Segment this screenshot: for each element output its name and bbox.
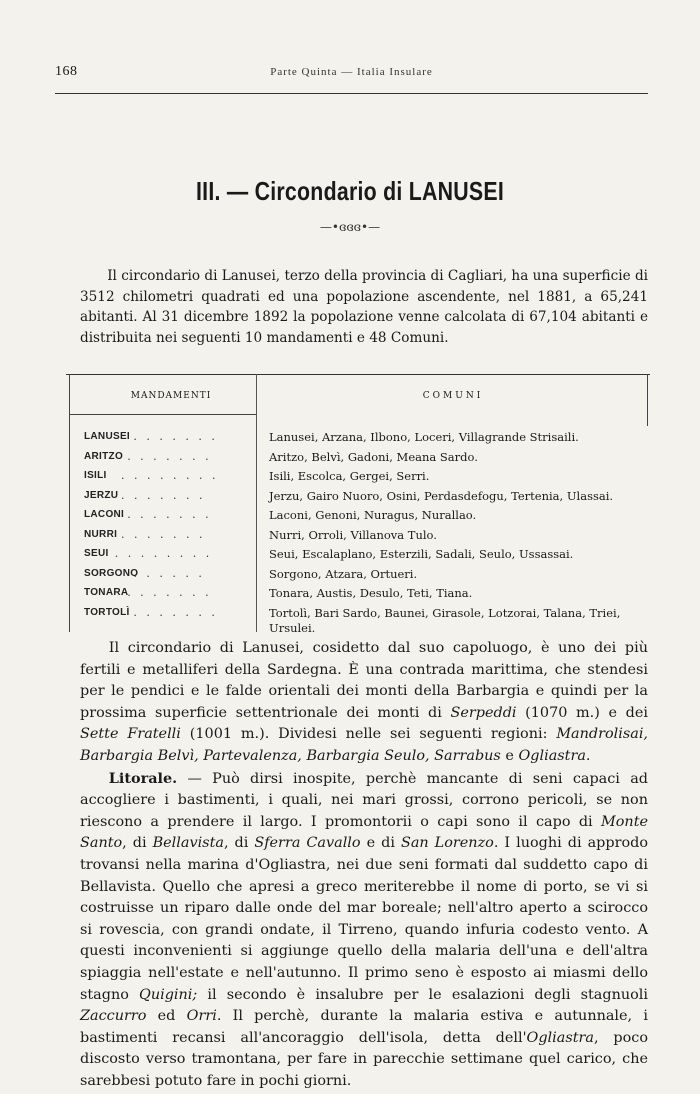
table-header-rule	[69, 414, 256, 415]
leader-dots: . . . . . . .	[127, 449, 212, 463]
comuni-list: Sorgono, Atzara, Ortueri.	[269, 566, 418, 581]
comuni-list: Isili, Escolca, Gergei, Serri.	[269, 469, 430, 483]
intro-paragraph: Il circondario di Lanusei, terzo della provincia di Cagliari, ha una superficie di 3512 chilometri quadrati ed una popolazione ascendente, nel 1881, a 65,241 abitanti. Al 31 dicembre 1892 la popolazione venne calcolata di 67,104 abitanti e distribuita nei seguenti 10 mandamenti e 48 Comuni.	[80, 268, 648, 346]
table-row	[66, 606, 650, 640]
header-comuni: COMUNI	[422, 391, 484, 401]
section-lead-litorale: Litorale.	[108, 769, 178, 787]
comuni-list: Lanusei, Arzana, Ilbono, Loceri, Villagrande Strisaili.	[269, 430, 579, 444]
mandamento-name: ARITZO	[84, 450, 124, 462]
leader-dots: . . . . . . .	[121, 527, 206, 541]
header-mandamenti: MANDAMENTI	[130, 391, 212, 401]
mandamento-name: LANUSEI	[84, 431, 130, 442]
leader-dots: . . . . . . .	[121, 488, 206, 502]
running-head: Parte Quinta — Italia Insulare	[270, 66, 433, 78]
leader-dots: . . . . . . .	[127, 508, 212, 521]
table-row	[66, 586, 650, 606]
comuni-list: Laconi, Genoni, Nuragus, Nurallao.	[269, 508, 477, 522]
comuni-list: Seui, Escalaplano, Esterzili, Sadali, Seulo, Ussassai.	[269, 547, 574, 561]
mandamento-name: TONARA	[84, 587, 129, 598]
mandamento-name: SEUI	[84, 548, 109, 559]
table-row	[66, 469, 650, 489]
mandamento-name: SORGONO	[84, 567, 139, 579]
leader-dots: . . . . . . .	[127, 586, 212, 599]
paragraph-litorale: Litorale. — Può dirsi inospite, perchè mancante di seni capaci ad accogliere i bastimenti, i quali, nei mari grossi, corrono pericoli, se non riescono a prendere il largo. I promontorii o capi sono il capo di Monte Santo, di Bellavista, di Sferra Cavallo e di San Lorenzo. I luoghi di approdo trovansi nella marina d'Ogliastra, nei due seni formati dal suddetto capo di Bellavista. Quello che apresi a greco meriterebbe il nome di porto, se vi si costruisse un riparo dalle onde del mar boreale; nell'altro aperto a scirocco si rovescia, con grandi ondate, il Tirreno, quando infuria codesto vento. A questi inconvenienti si aggiunge quello della malaria dell'una e dell'altra spiaggia nell'estate e nell'autunno. Il primo seno è esposto ai miasmi dello stagno Quigini; il secondo è insalubre per le esalazioni degli stagnuoli Zaccurro ed Orri. Il perchè, durante la malaria estiva e autunnale, i bastimenti recansi all'ancoraggio dell'isola, detta dell'Ogliastra, poco discosto verso tramontana, per fare in parecchie settimane quel carico, che sarebbesi potuto fare in pochi giorni.	[80, 769, 649, 1089]
table-row	[66, 450, 650, 470]
comuni-list: Tortolì, Bari Sardo, Baunei, Girasole, Lotzorai, Talana, Triei, Ursulei.	[269, 605, 621, 635]
chapter-title: III. — Circondario di LANUSEI	[195, 176, 505, 206]
page-header	[55, 62, 648, 86]
table-row	[66, 528, 650, 548]
mandamento-name: LACONI	[84, 509, 125, 520]
mandamento-name: JERZU	[84, 489, 119, 501]
table-rows	[66, 430, 650, 640]
table-top-rule	[66, 374, 650, 375]
leader-dots: . . . . . . .	[133, 605, 218, 619]
comuni-list: Nurri, Orroli, Villanova Tulo.	[269, 527, 437, 542]
header-rule	[55, 93, 648, 94]
comuni-list: Aritzo, Belvì, Gadoni, Meana Sardo.	[269, 449, 478, 464]
ornament-divider: —•ɞɞɞ•—	[319, 220, 381, 234]
comuni-list: Jerzu, Gairo Nuoro, Osini, Perdasdefogu, Tertenia, Ulassai.	[269, 488, 614, 503]
mandamento-name: NURRI	[84, 528, 118, 540]
leader-dots: . . . . . . . .	[114, 547, 213, 560]
leader-dots: . . . . . .	[133, 566, 205, 580]
body-text	[80, 638, 648, 1092]
mandamenti-table	[66, 370, 650, 635]
table-row	[66, 489, 650, 509]
leader-dots: . . . . . . . .	[121, 469, 219, 482]
comuni-list: Tonara, Austis, Desulo, Teti, Tiana.	[269, 586, 473, 600]
leader-dots: . . . . . . .	[133, 430, 218, 443]
table-row	[66, 430, 650, 450]
table-row	[66, 547, 650, 567]
table-row	[66, 567, 650, 587]
mandamento-name: TORTOLÌ	[84, 606, 130, 618]
paragraph-description: Il circondario di Lanusei, cosidetto dal suo capoluogo, è uno dei più fertili e metalliferi della Sardegna. È una contrada marittima, che stendesi per le pendici e le falde orientali dei monti della Barbargia e quindi per la prossima superficie settentrionale dei monti di Serpeddi (1070 m.) e dei Sette Fratelli (1001 m.). Dividesi nelle sei seguenti regioni: Mandrolisai, Barbargia Belvì, Partevalenza, Barbargia Seulo, Sarrabus e Ogliastra.	[80, 640, 649, 764]
table-row	[66, 508, 650, 528]
page-number: 168	[55, 64, 78, 79]
mandamento-name: ISILI	[84, 470, 107, 481]
